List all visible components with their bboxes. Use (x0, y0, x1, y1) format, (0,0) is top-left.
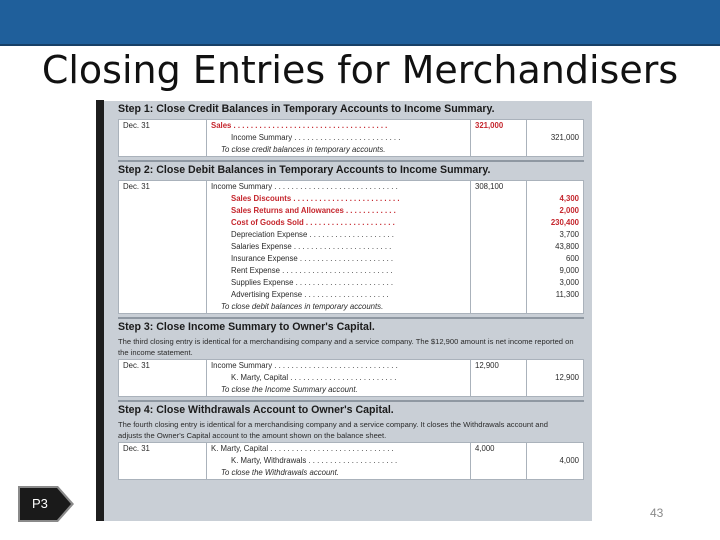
entry-date (119, 277, 207, 289)
entry-credit: 4,000 (559, 456, 579, 465)
entry-date (119, 253, 207, 265)
entry-account: Cost of Goods Sold . . . . . . . . . . . . . . . . . . . . . (207, 217, 471, 229)
slide-title: Closing Entries for Merchandisers (41, 48, 679, 92)
entry-debit: 12,900 (471, 360, 527, 372)
entry-credit: 12,900 (555, 373, 579, 382)
entry-explanation: To close the Income Summary account. (207, 384, 471, 396)
step-block (118, 402, 584, 480)
entry-date (119, 217, 207, 229)
entry-credit: 3,000 (559, 278, 579, 287)
entry-credit: 230,400 (550, 218, 579, 227)
entry-credit: 9,000 (559, 266, 579, 275)
entry-credit (527, 384, 583, 396)
entry-debit (471, 193, 527, 205)
entry-date (119, 193, 207, 205)
entry-date (119, 229, 207, 241)
entry-account: K. Marty, Withdrawals . . . . . . . . . . . . . . . . . . . . . (207, 455, 471, 467)
entry-account: Rent Expense . . . . . . . . . . . . . . . . . . . . . . . . . . (207, 265, 471, 277)
entry-date (119, 205, 207, 217)
entry-credit (527, 120, 583, 132)
entry-date (119, 301, 207, 313)
entry-debit (471, 217, 527, 229)
entry-date (119, 384, 207, 396)
entry-date (119, 144, 207, 156)
entry-date: Dec. 31 (119, 181, 207, 193)
entry-credit (527, 301, 583, 313)
journal-entry-table (118, 180, 584, 314)
entry-account: Income Summary . . . . . . . . . . . . . . . . . . . . . . . . . (207, 132, 471, 144)
step-heading: Step 2: Close Debit Balances in Temporary Accounts to Income Summary. (118, 164, 491, 176)
step-note: The fourth closing entry is identical for a merchandising company and a service company. It closes the Withdrawals account and adjusts the Owner's Capital account to the amount shown on the balance sheet. (118, 420, 548, 440)
step-heading: Step 1: Close Credit Balances in Temporary Accounts to Income Summary. (118, 103, 495, 115)
step-heading: Step 3: Close Income Summary to Owner's Capital. (118, 321, 375, 333)
entry-account: K. Marty, Capital . . . . . . . . . . . . . . . . . . . . . . . . . . . . . (207, 443, 471, 455)
entry-debit (471, 372, 527, 384)
entry-credit (527, 181, 583, 193)
entry-date (119, 265, 207, 277)
entry-account: Sales . . . . . . . . . . . . . . . . . . . . . . . . . . . . . . . . . . . . (207, 120, 471, 132)
entry-account: Income Summary . . . . . . . . . . . . . . . . . . . . . . . . . . . . . (207, 181, 471, 193)
step-note: The third closing entry is identical for a merchandising company and a service company. The $12,900 amount is net income reported on the income statement. (118, 337, 574, 357)
entry-debit (471, 301, 527, 313)
entry-date: Dec. 31 (119, 443, 207, 455)
entry-date (119, 241, 207, 253)
entry-credit (527, 443, 583, 455)
entry-date (119, 289, 207, 301)
entry-explanation: To close debit balances in temporary accounts. (207, 301, 471, 313)
entry-debit: 308,100 (471, 181, 527, 193)
entry-debit (471, 467, 527, 479)
closing-entries-figure (104, 101, 592, 521)
entry-debit: 321,000 (471, 120, 527, 132)
entry-debit (471, 384, 527, 396)
step-heading: Step 4: Close Withdrawals Account to Owner's Capital. (118, 404, 394, 416)
figure-shadow (96, 100, 104, 521)
entry-account: Insurance Expense . . . . . . . . . . . . . . . . . . . . . . (207, 253, 471, 265)
entry-account: Depreciation Expense . . . . . . . . . . . . . . . . . . . . (207, 229, 471, 241)
p3-label: P3 (32, 496, 48, 511)
step-block (118, 101, 584, 162)
entry-credit: 43,800 (555, 242, 579, 251)
entry-debit (471, 229, 527, 241)
p3-tag (18, 486, 74, 522)
entry-date (119, 132, 207, 144)
entry-debit (471, 265, 527, 277)
journal-entry-table (118, 442, 584, 480)
entry-credit (527, 144, 583, 156)
entry-credit (527, 467, 583, 479)
page-number: 43 (650, 506, 664, 520)
entry-credit (527, 360, 583, 372)
entry-account: Income Summary . . . . . . . . . . . . . . . . . . . . . . . . . . . . . (207, 360, 471, 372)
entry-debit: 4,000 (471, 443, 527, 455)
entry-debit (471, 132, 527, 144)
top-banner (0, 0, 720, 46)
journal-entry-table (118, 359, 584, 397)
entry-debit (471, 253, 527, 265)
entry-credit: 321,000 (550, 133, 579, 142)
entry-account: Advertising Expense . . . . . . . . . . . . . . . . . . . . (207, 289, 471, 301)
entry-account: Supplies Expense . . . . . . . . . . . . . . . . . . . . . . . (207, 277, 471, 289)
entry-credit: 2,000 (559, 206, 579, 215)
entry-credit: 600 (565, 254, 579, 263)
entry-debit (471, 205, 527, 217)
entry-date: Dec. 31 (119, 360, 207, 372)
entry-account: Sales Returns and Allowances . . . . . . . . . . . . (207, 205, 471, 217)
entry-account: K. Marty, Capital . . . . . . . . . . . . . . . . . . . . . . . . . (207, 372, 471, 384)
journal-entry-table (118, 119, 584, 157)
entry-debit (471, 455, 527, 467)
entry-debit (471, 144, 527, 156)
entry-account: Salaries Expense . . . . . . . . . . . . . . . . . . . . . . . (207, 241, 471, 253)
entry-debit (471, 289, 527, 301)
entry-credit: 4,300 (559, 194, 579, 203)
entry-date: Dec. 31 (119, 120, 207, 132)
steps-container (118, 101, 584, 480)
entry-date (119, 455, 207, 467)
entry-date (119, 372, 207, 384)
entry-credit: 11,300 (555, 290, 579, 299)
entry-explanation: To close the Withdrawals account. (207, 467, 471, 479)
step-block (118, 162, 584, 319)
entry-date (119, 467, 207, 479)
step-block (118, 319, 584, 402)
entry-debit (471, 277, 527, 289)
entry-credit: 3,700 (559, 230, 579, 239)
entry-debit (471, 241, 527, 253)
entry-explanation: To close credit balances in temporary accounts. (207, 144, 471, 156)
entry-account: Sales Discounts . . . . . . . . . . . . . . . . . . . . . . . . . (207, 193, 471, 205)
